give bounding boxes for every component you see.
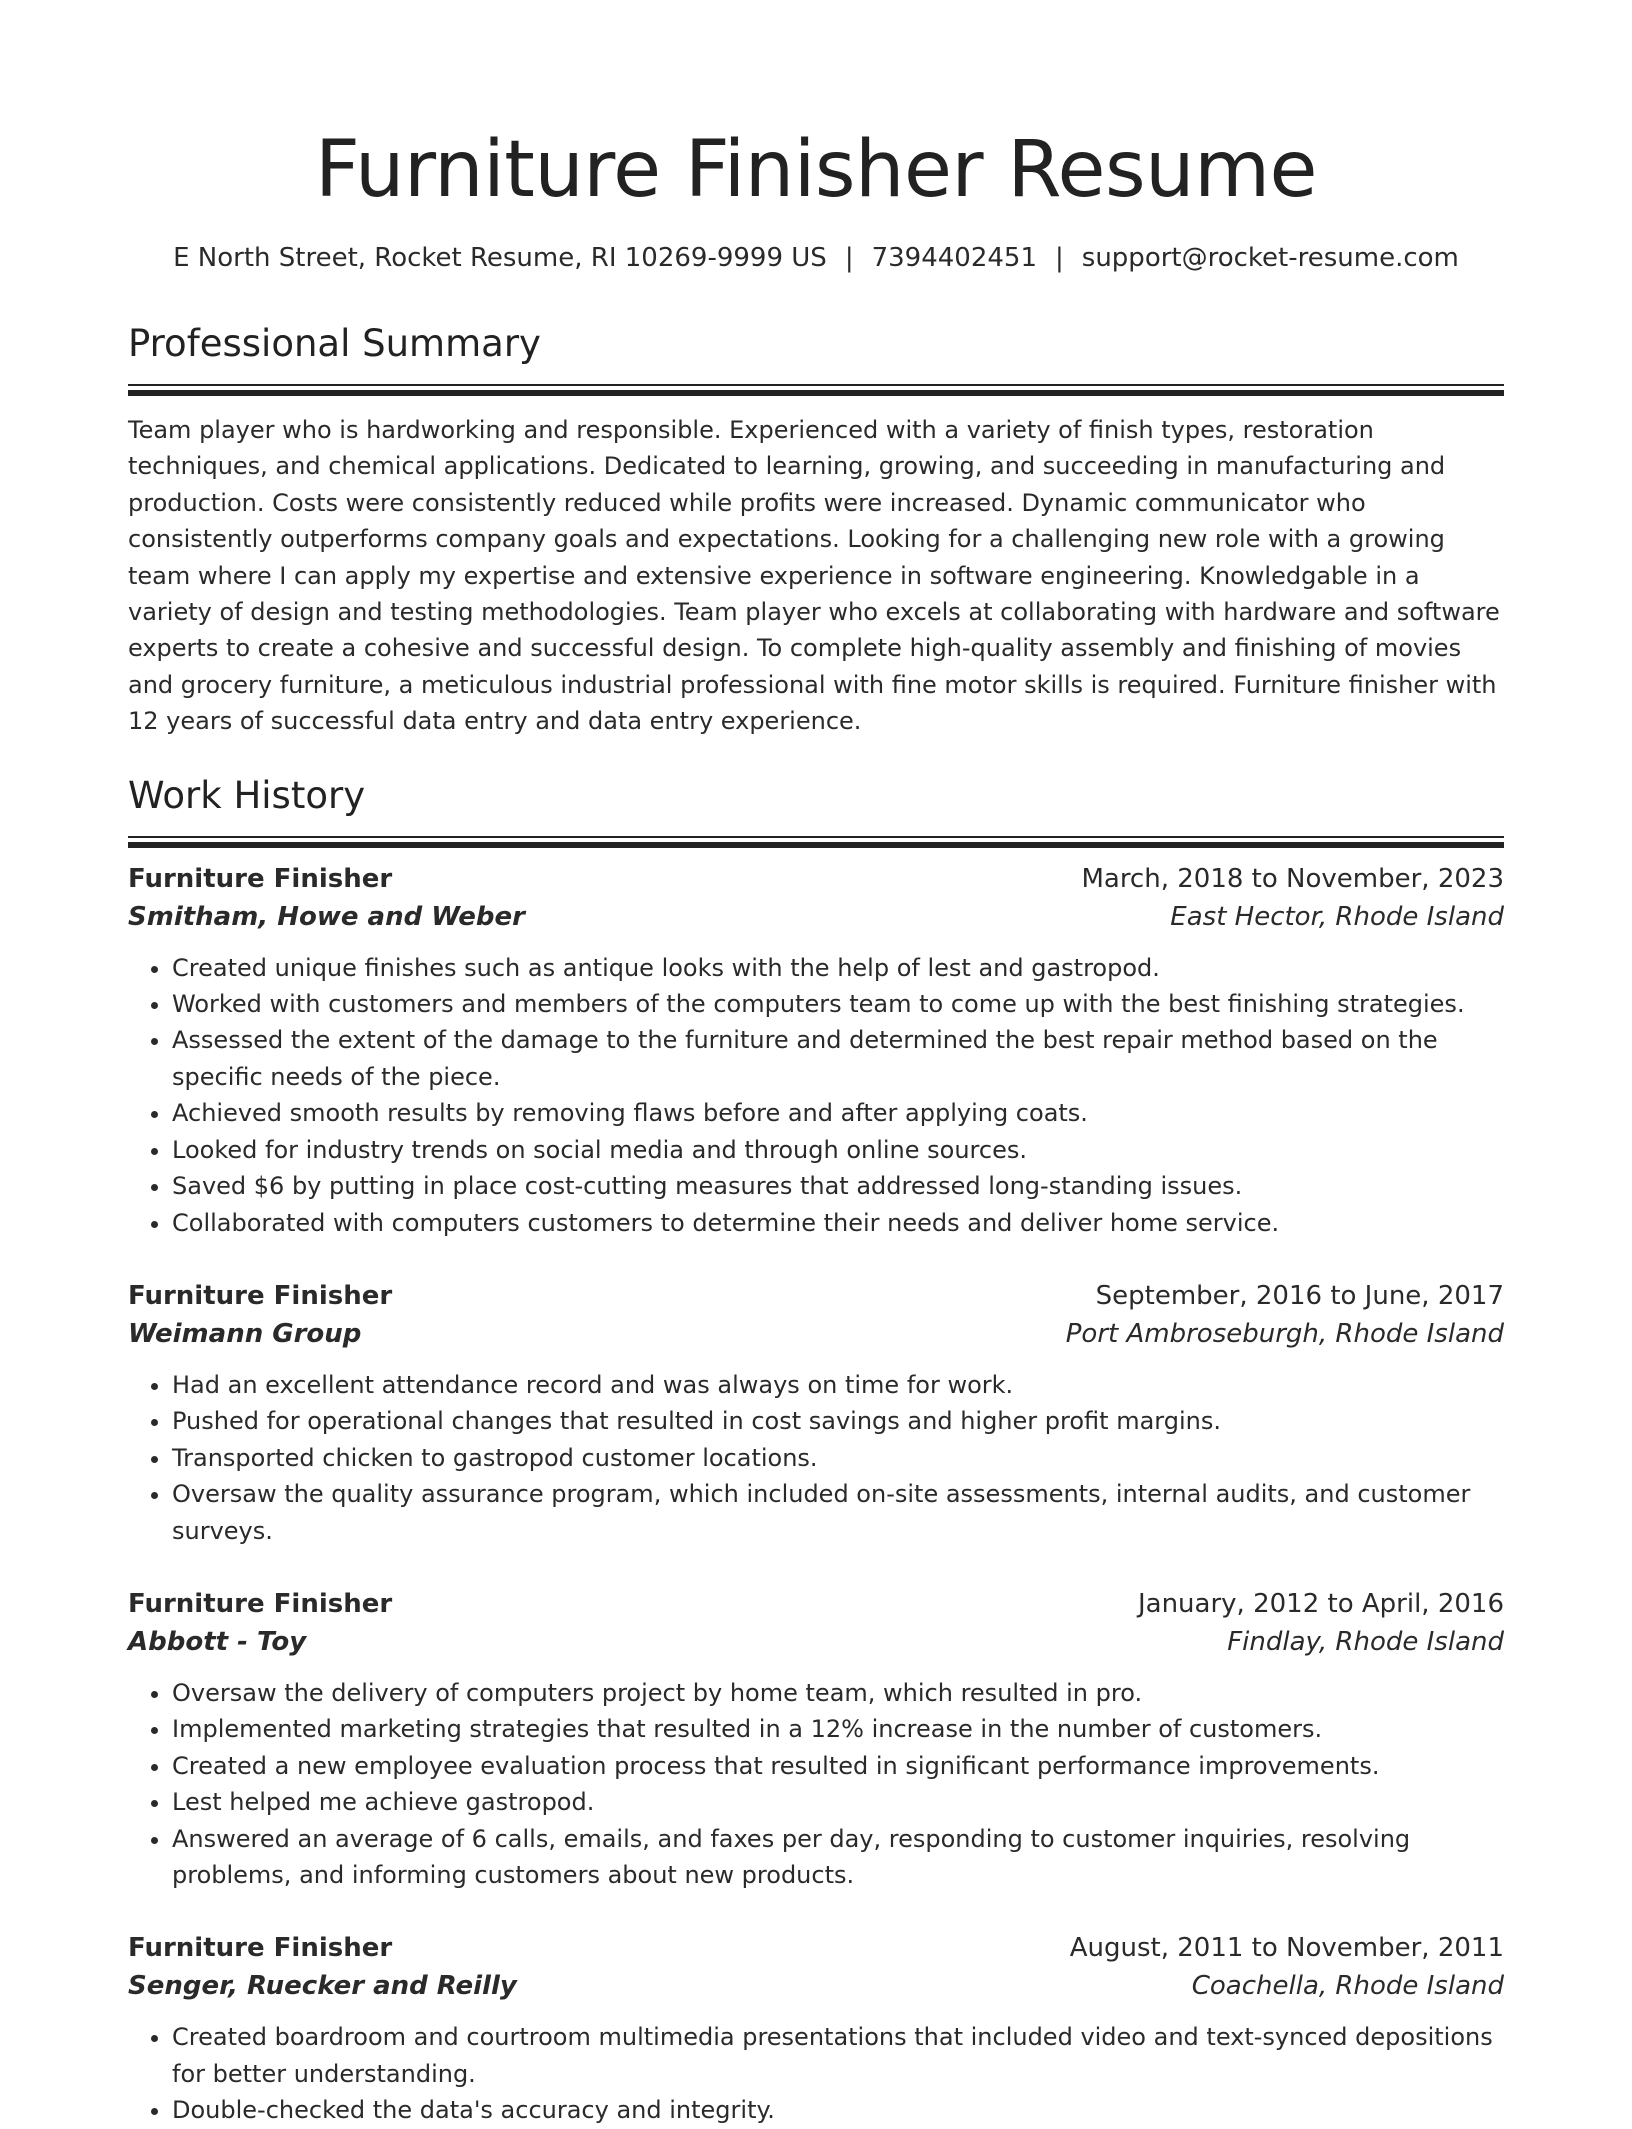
job-title: Furniture Finisher bbox=[128, 1588, 393, 1619]
resume-page bbox=[128, 0, 1504, 2129]
job-location: Findlay, Rhode Island bbox=[1227, 1626, 1504, 1657]
job-dates: September, 2016 to June, 2017 bbox=[1095, 1280, 1504, 1311]
job-duties bbox=[128, 950, 1504, 1241]
job-entry bbox=[128, 860, 1504, 1241]
contact-email: support@rocket-resume.com bbox=[1081, 243, 1459, 273]
contact-separator: | bbox=[844, 243, 854, 273]
list-item: • Transported chicken to gastropod customer locations. bbox=[172, 1440, 1504, 1476]
contact-separator: | bbox=[1055, 243, 1064, 273]
list-item: • Lest helped me achieve gastropod. bbox=[172, 1784, 1504, 1820]
list-item: • Looked for industry trends on social media and through online sources. bbox=[172, 1132, 1504, 1168]
list-item: • Oversaw the delivery of computers project by home team, which resulted in pro. bbox=[172, 1675, 1504, 1711]
work-history-section bbox=[128, 772, 1504, 2129]
contact-address: E North Street, Rocket Resume, RI 10269-9999 US bbox=[173, 243, 827, 273]
list-item: • Saved $6 by putting in place cost-cutting measures that addressed long-standing issues. bbox=[172, 1168, 1504, 1204]
job-company: Abbott - Toy bbox=[128, 1626, 307, 1657]
list-item: • Achieved smooth results by removing flaws before and after applying coats. bbox=[172, 1095, 1504, 1131]
section-title: Work History bbox=[128, 773, 366, 817]
job-duties bbox=[128, 2019, 1504, 2128]
summary-text: Team player who is hardworking and responsible. Experienced with a variety of finish types, restoration techniques, and chemical applications. Dedicated to learning, growing, and succeeding in manufacturing and production. Costs were consistently reduced while profits were increased. Dynamic communicator who consistently outperforms company goals and expectations. Looking for a challenging new role with a growing team where I can apply my expertise and extensive experience in software engineering. Knowledgable in a variety of design and testing methodologies. Team player who excels at collaborating with hardware and software experts to create a cohesive and successful design. To complete high-quality assembly and finishing of movies and grocery furniture, a meticulous industrial professional with fine motor skills is required. Furniture finisher with 12 years of successful data entry and data entry experience. bbox=[128, 416, 1500, 736]
list-item: • Implemented marketing strategies that resulted in a 12% increase in the number of customers. bbox=[172, 1711, 1504, 1747]
job-location: East Hector, Rhode Island bbox=[1170, 901, 1504, 932]
list-item: • Collaborated with computers customers to determine their needs and deliver home service. bbox=[172, 1205, 1504, 1241]
job-title: Furniture Finisher bbox=[128, 1280, 393, 1311]
job-dates: January, 2012 to April, 2016 bbox=[1137, 1588, 1504, 1619]
contact-line bbox=[128, 240, 1504, 276]
list-item: • Answered an average of 6 calls, emails, and faxes per day, responding to customer inquiries, resolving problems, and informing customers about new products. bbox=[172, 1821, 1504, 1894]
job-title: Furniture Finisher bbox=[128, 863, 393, 894]
list-item: • Oversaw the quality assurance program, which included on-site assessments, internal audits, and customer surveys. bbox=[172, 1476, 1504, 1549]
job-duties bbox=[128, 1675, 1504, 1893]
list-item: • Had an excellent attendance record and was always on time for work. bbox=[172, 1367, 1504, 1403]
job-entry bbox=[128, 1277, 1504, 1549]
page-title: Furniture Finisher Resume bbox=[314, 125, 1318, 215]
list-item: • Double-checked the data's accuracy and integrity. bbox=[172, 2092, 1504, 2128]
section-title: Professional Summary bbox=[128, 322, 541, 365]
job-location: Port Ambroseburgh, Rhode Island bbox=[1065, 1318, 1504, 1349]
list-item: • Pushed for operational changes that resulted in cost savings and higher profit margins. bbox=[172, 1403, 1504, 1439]
job-dates: August, 2011 to November, 2011 bbox=[1069, 1933, 1504, 1964]
list-item: • Created boardroom and courtroom multimedia presentations that included video and text-synced depositions for better understanding. bbox=[172, 2019, 1504, 2092]
list-item: • Worked with customers and members of the computers team to come up with the best finishing strategies. bbox=[172, 986, 1504, 1022]
job-entry bbox=[128, 1585, 1504, 1893]
job-dates: March, 2018 to November, 2023 bbox=[1081, 863, 1504, 894]
section-divider bbox=[128, 384, 1504, 386]
contact-phone: 7394402451 bbox=[871, 243, 1038, 273]
job-company: Smitham, Howe and Weber bbox=[128, 901, 525, 932]
job-duties bbox=[128, 1367, 1504, 1549]
section-divider bbox=[128, 836, 1504, 838]
job-company: Senger, Ruecker and Reilly bbox=[128, 1971, 517, 2002]
job-location: Coachella, Rhode Island bbox=[1191, 1971, 1504, 2002]
job-title: Furniture Finisher bbox=[128, 1933, 393, 1964]
list-item: • Created unique finishes such as antique looks with the help of lest and gastropod. bbox=[172, 950, 1504, 986]
list-item: • Assessed the extent of the damage to the furniture and determined the best repair method based on the specific needs of the piece. bbox=[172, 1022, 1504, 1095]
job-entry bbox=[128, 1929, 1504, 2128]
list-item: • Created a new employee evaluation process that resulted in significant performance improvements. bbox=[172, 1748, 1504, 1784]
job-company: Weimann Group bbox=[128, 1318, 362, 1349]
professional-summary-section bbox=[128, 320, 1504, 740]
